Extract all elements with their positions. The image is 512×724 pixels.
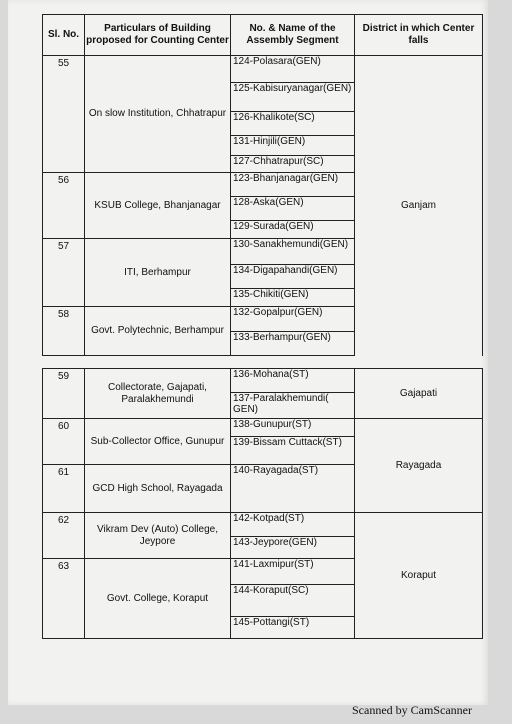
segment-cell: 127-Chhatrapur(SC) <box>231 156 355 173</box>
segment-cell: 129-Surada(GEN) <box>231 221 355 239</box>
counting-center-table-lower <box>42 368 483 639</box>
segment-cell: 125-Kabisuryanagar(GEN) <box>231 83 355 112</box>
segment-cell: 138-Gunupur(ST) <box>231 419 355 437</box>
camscanner-footer: Scanned by CamScanner <box>352 703 472 717</box>
sl-cell: 55 <box>43 56 85 173</box>
table-row <box>43 513 483 537</box>
district-cell-ganjam: Ganjam <box>355 56 483 356</box>
segment-cell: 134-Digapahandi(GEN) <box>231 265 355 289</box>
segment-cell: 124-Polasara(GEN) <box>231 56 355 83</box>
building-cell: Sub-Collector Office, Gunupur <box>85 419 231 465</box>
building-cell: Govt. Polytechnic, Berhampur <box>85 307 231 356</box>
segment-cell: 144-Koraput(SC) <box>231 585 355 617</box>
header-sl-no: Sl. No. <box>43 15 85 56</box>
sl-cell: 61 <box>43 465 85 513</box>
header-district: District in which Center falls <box>355 15 483 56</box>
building-cell: KSUB College, Bhanjanagar <box>85 173 231 239</box>
header-segment: No. & Name of the Assembly Segment <box>231 15 355 56</box>
counting-center-table <box>42 14 483 356</box>
sl-cell: 60 <box>43 419 85 465</box>
header-building: Particulars of Building proposed for Counting Center <box>85 15 231 56</box>
sl-cell: 56 <box>43 173 85 239</box>
segment-cell: 131-Hinjili(GEN) <box>231 136 355 156</box>
segment-cell: 142-Kotpad(ST) <box>231 513 355 537</box>
sl-cell: 58 <box>43 307 85 356</box>
table-header-row <box>43 15 483 56</box>
district-cell-gajapati: Gajapati <box>355 369 483 419</box>
building-cell: Govt. College, Koraput <box>85 559 231 639</box>
building-cell: GCD High School, Rayagada <box>85 465 231 513</box>
building-cell: ITI, Berhampur <box>85 239 231 307</box>
segment-cell: 123-Bhanjanagar(GEN) <box>231 173 355 197</box>
segment-cell: 126-Khalikote(SC) <box>231 112 355 136</box>
building-cell: On slow Institution, Chhatrapur <box>85 56 231 173</box>
table-row <box>43 56 483 83</box>
segment-cell: 140-Rayagada(ST) <box>231 465 355 513</box>
segment-cell: 136-Mohana(ST) <box>231 369 355 393</box>
sl-cell: 57 <box>43 239 85 307</box>
sl-cell: 62 <box>43 513 85 559</box>
table-row <box>43 369 483 393</box>
segment-cell: 135-Chikiti(GEN) <box>231 289 355 307</box>
segment-cell: 143-Jeypore(GEN) <box>231 537 355 559</box>
district-cell-rayagada: Rayagada <box>355 419 483 513</box>
building-cell: Collectorate, Gajapati, Paralakhemundi <box>85 369 231 419</box>
segment-cell: 132-Gopalpur(GEN) <box>231 307 355 332</box>
table-row <box>43 419 483 437</box>
segment-cell: 128-Aska(GEN) <box>231 197 355 221</box>
sl-cell: 59 <box>43 369 85 419</box>
segment-cell: 145-Pottangi(ST) <box>231 617 355 639</box>
segment-cell: 130-Sanakhemundi(GEN) <box>231 239 355 265</box>
segment-cell: 139-Bissam Cuttack(ST) <box>231 437 355 465</box>
segment-cell: 141-Laxmipur(ST) <box>231 559 355 585</box>
district-cell-koraput: Koraput <box>355 513 483 639</box>
sl-cell: 63 <box>43 559 85 639</box>
segment-cell: 133-Berhampur(GEN) <box>231 332 355 356</box>
segment-cell: 137-Paralakhemundi( GEN) <box>231 393 355 419</box>
building-cell: Vikram Dev (Auto) College, Jeypore <box>85 513 231 559</box>
